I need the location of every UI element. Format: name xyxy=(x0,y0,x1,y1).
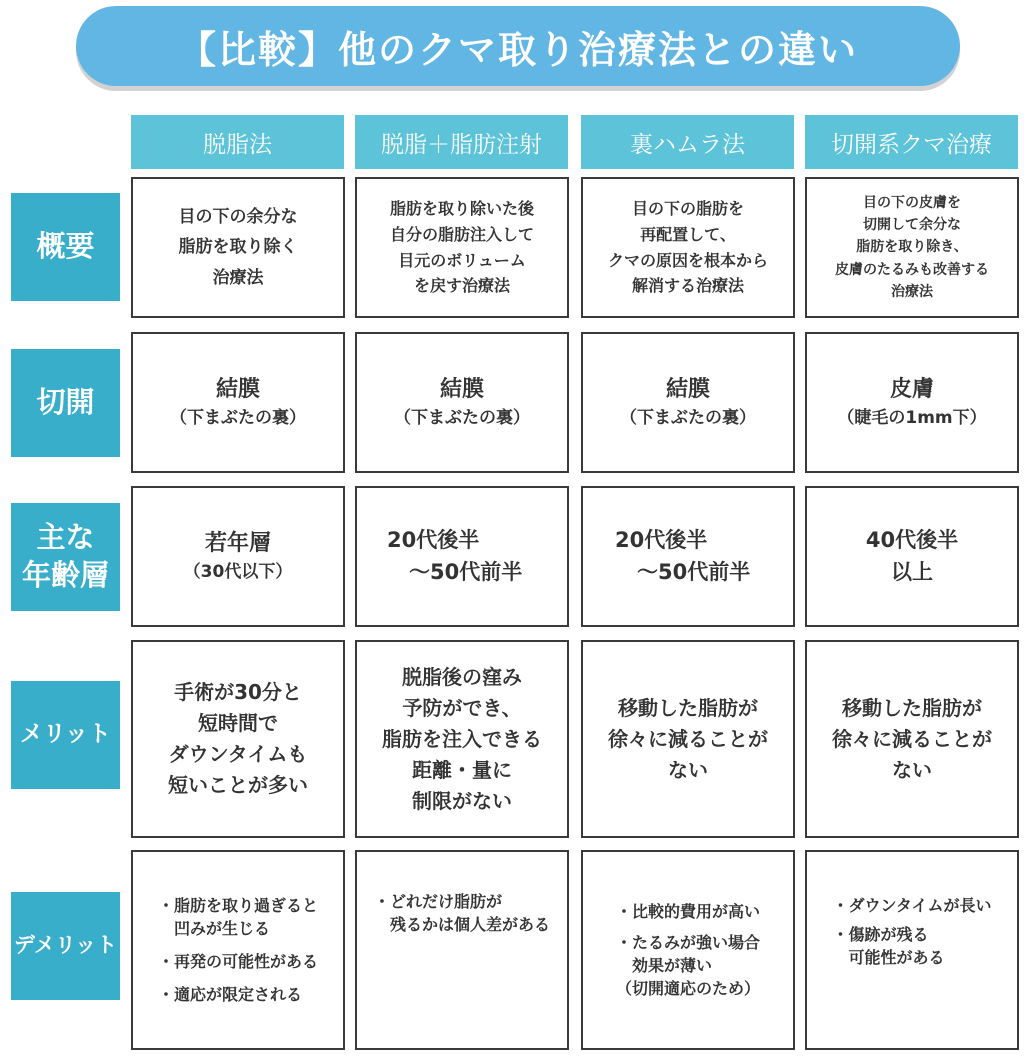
column-header-incision: 切開系クマ治療 xyxy=(805,115,1018,169)
cell-incision-datsushi-injection: 結膜 （下まぶたの裏） xyxy=(355,332,569,473)
page-title: 【比較】他のクマ取り治療法との違い xyxy=(76,6,960,86)
cell-demerit-ura-hamura xyxy=(581,850,795,1050)
cell-age-datsushi: 若年層 （30代以下） xyxy=(131,486,345,627)
cell-incision-ura-hamura: 結膜 （下まぶたの裏） xyxy=(581,332,795,473)
row-header-age-group: 主な 年齢層 xyxy=(11,503,120,611)
list-item: ・どれだけ脂肪が 残るかは個人差がある xyxy=(373,892,550,935)
cell-demerit-incision xyxy=(805,850,1019,1050)
bullet-list xyxy=(158,894,318,1007)
list-item: ・脂肪を取り過ぎると 凹みが生じる xyxy=(157,895,318,938)
cell-demerit-datsushi-injection xyxy=(355,850,569,1050)
column-header-ura-hamura: 裏ハムラ法 xyxy=(581,115,794,169)
row-header-overview: 概要 xyxy=(11,193,120,301)
list-item: ・たるみが強い場合 効果が薄い （切開適応のため） xyxy=(615,932,760,999)
cell-demerit-datsushi xyxy=(131,850,345,1050)
cell-overview-datsushi: 目の下の余分な 脂肪を取り除く 治療法 xyxy=(131,177,345,318)
cell-merit-datsushi: 手術が30分と 短時間で ダウンタイムも 短いことが多い xyxy=(131,640,345,838)
column-header-datsushi: 脱脂法 xyxy=(131,115,344,169)
bullet-list xyxy=(374,890,550,936)
list-item: ・傷跡が残る 可能性がある xyxy=(832,925,945,968)
list-item: ・適応が限定される xyxy=(157,985,302,1005)
cell-merit-ura-hamura: 移動した脂肪が 徐々に減ることが ない xyxy=(581,640,795,838)
cell-overview-datsushi-injection: 脂肪を取り除いた後 自分の脂肪注入して 目元のボリューム を戻す治療法 xyxy=(355,177,569,318)
cell-age-datsushi-injection: 20代後半 〜50代前半 xyxy=(355,486,569,627)
list-item: ・比較的費用が高い xyxy=(615,901,760,921)
list-item: ・ダウンタイムが長い xyxy=(832,896,992,915)
cell-merit-datsushi-injection: 脱脂後の窪み 予防ができ、 脂肪を注入できる 距離・量に 制限がない xyxy=(355,640,569,838)
cell-age-incision: 40代後半 以上 xyxy=(805,486,1019,627)
cell-overview-incision: 目の下の皮膚を 切開して余分な 脂肪を取り除き、 皮膚のたるみも改善する 治療法 xyxy=(805,177,1019,318)
column-header-datsushi-injection: 脱脂＋脂肪注射 xyxy=(355,115,568,169)
cell-merit-incision: 移動した脂肪が 徐々に減ることが ない xyxy=(805,640,1019,838)
row-header-merit: メリット xyxy=(11,681,120,789)
bullet-list xyxy=(832,894,991,970)
row-header-incision: 切開 xyxy=(11,349,120,457)
cell-age-ura-hamura: 20代後半 〜50代前半 xyxy=(581,486,795,627)
cell-incision-datsushi: 結膜 （下まぶたの裏） xyxy=(131,332,345,473)
list-item: ・再発の可能性がある xyxy=(157,952,318,971)
cell-overview-ura-hamura: 目の下の脂肪を 再配置して、 クマの原因を根本から 解消する治療法 xyxy=(581,177,795,318)
bullet-list xyxy=(616,900,760,1001)
cell-incision-incision: 皮膚 （睫毛の1mm下） xyxy=(805,332,1019,473)
row-header-demerit: デメリット xyxy=(11,892,120,1000)
